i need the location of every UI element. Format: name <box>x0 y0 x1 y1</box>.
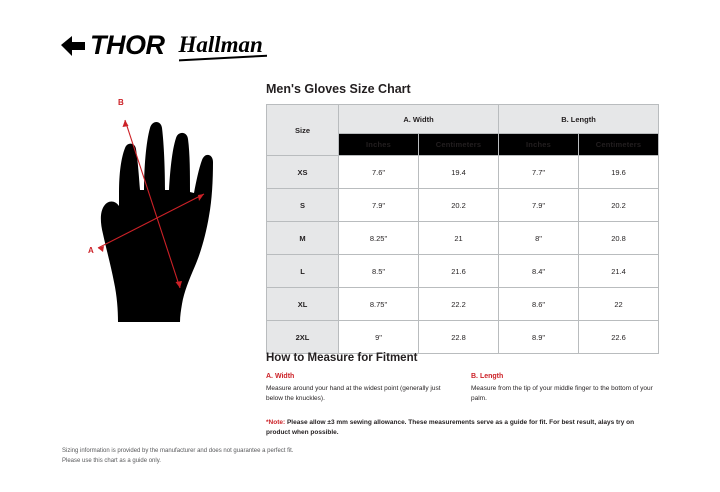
cell-size: S <box>267 189 339 222</box>
cell-length-in: 7.7" <box>499 156 579 189</box>
howto-length-block <box>471 372 661 403</box>
cell-length-cm: 21.4 <box>579 255 659 288</box>
cell-size: M <box>267 222 339 255</box>
note-body: Please allow ±3 mm sewing allowance. These measurements serve as a guide for fit. For best result, alays try on product when possible. <box>266 419 635 436</box>
cell-width-in: 8.25" <box>339 222 419 255</box>
cell-width-in: 8.5" <box>339 255 419 288</box>
note-label: *Note: <box>266 419 286 426</box>
header-width-group: A. Width <box>339 105 499 134</box>
table-row <box>267 156 659 189</box>
cell-length-in: 8.4" <box>499 255 579 288</box>
cell-size: XS <box>267 156 339 189</box>
glove-silhouette-icon <box>101 122 213 322</box>
subheader-length-inches: Inches <box>499 134 579 156</box>
subheader-width-cm: Centimeters <box>419 134 499 156</box>
cell-width-in: 7.9" <box>339 189 419 222</box>
thor-hammer-icon <box>60 33 86 59</box>
table-row <box>267 321 659 354</box>
cell-width-cm: 22.2 <box>419 288 499 321</box>
label-b: B <box>118 98 124 107</box>
cell-length-cm: 20.8 <box>579 222 659 255</box>
cell-width-in: 9" <box>339 321 419 354</box>
cell-length-cm: 22 <box>579 288 659 321</box>
howto-length-heading: B. Length <box>471 373 504 380</box>
cell-length-cm: 20.2 <box>579 189 659 222</box>
table-row <box>267 222 659 255</box>
cell-size: 2XL <box>267 321 339 354</box>
cell-size: XL <box>267 288 339 321</box>
hallman-wordmark <box>179 33 263 58</box>
cell-width-cm: 20.2 <box>419 189 499 222</box>
cell-width-cm: 22.8 <box>419 321 499 354</box>
chart-title: Men's Gloves Size Chart <box>266 82 411 96</box>
thor-wordmark: THOR <box>90 30 165 60</box>
howto-width-body: Measure around your hand at the widest point (generally just below the knuckles). <box>266 385 441 402</box>
table-header-group-row <box>267 105 659 134</box>
header-size: Size <box>267 105 339 156</box>
cell-length-in: 8" <box>499 222 579 255</box>
howto-title: How to Measure for Fitment <box>266 352 418 364</box>
footer-line-1: Sizing information is provided by the manufacturer and does not guarantee a perfect fit. <box>62 448 294 454</box>
subheader-width-inches: Inches <box>339 134 419 156</box>
howto-length-body: Measure from the tip of your middle finger to the bottom of your palm. <box>471 385 653 402</box>
table-row <box>267 288 659 321</box>
cell-length-in: 8.9" <box>499 321 579 354</box>
thor-logo <box>60 32 165 59</box>
header-length-group: B. Length <box>499 105 659 134</box>
cell-length-in: 7.9" <box>499 189 579 222</box>
howto-width-block <box>266 372 456 403</box>
cell-width-in: 7.6" <box>339 156 419 189</box>
table-row <box>267 255 659 288</box>
note-block <box>266 418 658 438</box>
glove-diagram <box>62 96 252 336</box>
cell-length-in: 8.6" <box>499 288 579 321</box>
label-a: A <box>88 246 94 255</box>
brand-header <box>60 32 263 59</box>
table-row <box>267 189 659 222</box>
footer-line-2: Please use this chart as a guide only. <box>62 457 161 464</box>
footer-disclaimer <box>62 447 392 466</box>
cell-size: L <box>267 255 339 288</box>
howto-width-heading: A. Width <box>266 373 295 380</box>
cell-length-cm: 22.6 <box>579 321 659 354</box>
subheader-length-cm: Centimeters <box>579 134 659 156</box>
cell-width-cm: 19.4 <box>419 156 499 189</box>
cell-length-cm: 19.6 <box>579 156 659 189</box>
cell-width-cm: 21.6 <box>419 255 499 288</box>
cell-width-cm: 21 <box>419 222 499 255</box>
size-chart-table <box>266 104 659 354</box>
hallman-text: Hallman <box>178 32 263 57</box>
cell-width-in: 8.75" <box>339 288 419 321</box>
